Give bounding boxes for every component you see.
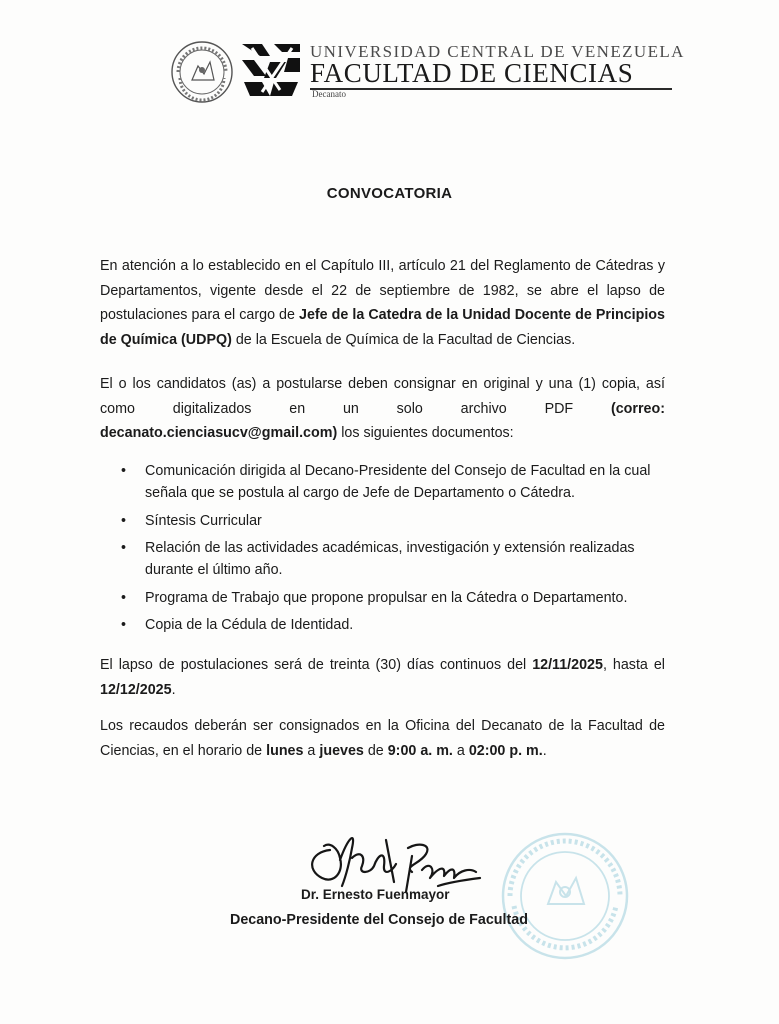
requirements-text: El o los candidatos (as) a postularse deben consignar en original y una (1) copia, así como digitalizados en un solo archivo PDF — [100, 376, 665, 417]
header-divider — [310, 88, 672, 90]
list-item: • Síntesis Curricular — [145, 510, 665, 532]
university-seal-icon — [170, 40, 234, 104]
page-title: CONVOCATORIA — [326, 185, 453, 202]
period-text-end: . — [171, 681, 176, 698]
requirements-text-end: los siguientes documentos: — [337, 425, 514, 442]
list-item: • Comunicación dirigida al Decano-Presidente del Consejo de Facultad en la cual señala que se postula al cargo de Jefe de Departamento o Cátedra. — [145, 460, 665, 504]
intro-paragraph — [100, 254, 665, 353]
location-text-end: . — [542, 742, 547, 759]
period-paragraph — [100, 653, 665, 702]
period-text-mid: , hasta el — [602, 657, 665, 673]
requirements-paragraph — [100, 372, 665, 446]
signatory-title: Decano-Presidente del Consejo de Facultad — [230, 912, 528, 928]
location-text-a2: a — [452, 742, 469, 759]
office-label: Decanato — [312, 89, 346, 99]
list-item: • Copia de la Cédula de Identidad. — [145, 614, 665, 636]
position-name: Jefe de la Catedra de la Unidad Docente de Principios de Química (UDPQ) — [100, 307, 665, 349]
location-text: Los recaudos deberán ser consignados en la Oficina del Decanato de la Facultad de Ciencias, en el horario de — [100, 718, 665, 759]
email-label: (correo: — [610, 400, 665, 417]
time-from: 9:00 a. m. — [387, 742, 453, 759]
intro-text-end: de la Escuela de Química de la Facultad de Ciencias. — [231, 332, 576, 349]
faculty-name: FACULTAD DE CIENCIAS — [310, 58, 634, 88]
documents-list — [145, 460, 665, 642]
end-date: 12/12/2025 — [100, 681, 172, 698]
day-to: jueves — [319, 742, 364, 759]
faculty-logo-icon — [240, 42, 302, 98]
intro-text: En atención a lo establecido en el Capítulo III, artículo 21 del Reglamento de Cátedras y Departamentos, vigente desde el 22 de septiembre de 1982, se abre el lapso de postulaciones para el cargo de — [100, 258, 665, 324]
location-text-a: a — [303, 742, 320, 759]
location-text-de: de — [363, 742, 388, 759]
day-from: lunes — [266, 742, 304, 759]
list-item: • Relación de las actividades académicas, investigación y extensión realizadas durante el último año. — [145, 537, 665, 581]
list-item: • Programa de Trabajo que propone propulsar en la Cátedra o Departamento. — [145, 587, 665, 609]
email-address[interactable]: decanato.cienciasucv@gmail.com) — [100, 425, 338, 442]
period-text: El lapso de postulaciones será de treinta (30) días continuos del — [100, 657, 533, 673]
university-name: UNIVERSIDAD CENTRAL DE VENEZUELA — [310, 42, 685, 61]
start-date: 12/11/2025 — [532, 657, 603, 673]
location-paragraph — [100, 714, 665, 763]
signatory-name: Dr. Ernesto Fuenmayor — [301, 887, 450, 902]
time-to: 02:00 p. m. — [468, 742, 543, 759]
official-stamp — [490, 826, 640, 966]
